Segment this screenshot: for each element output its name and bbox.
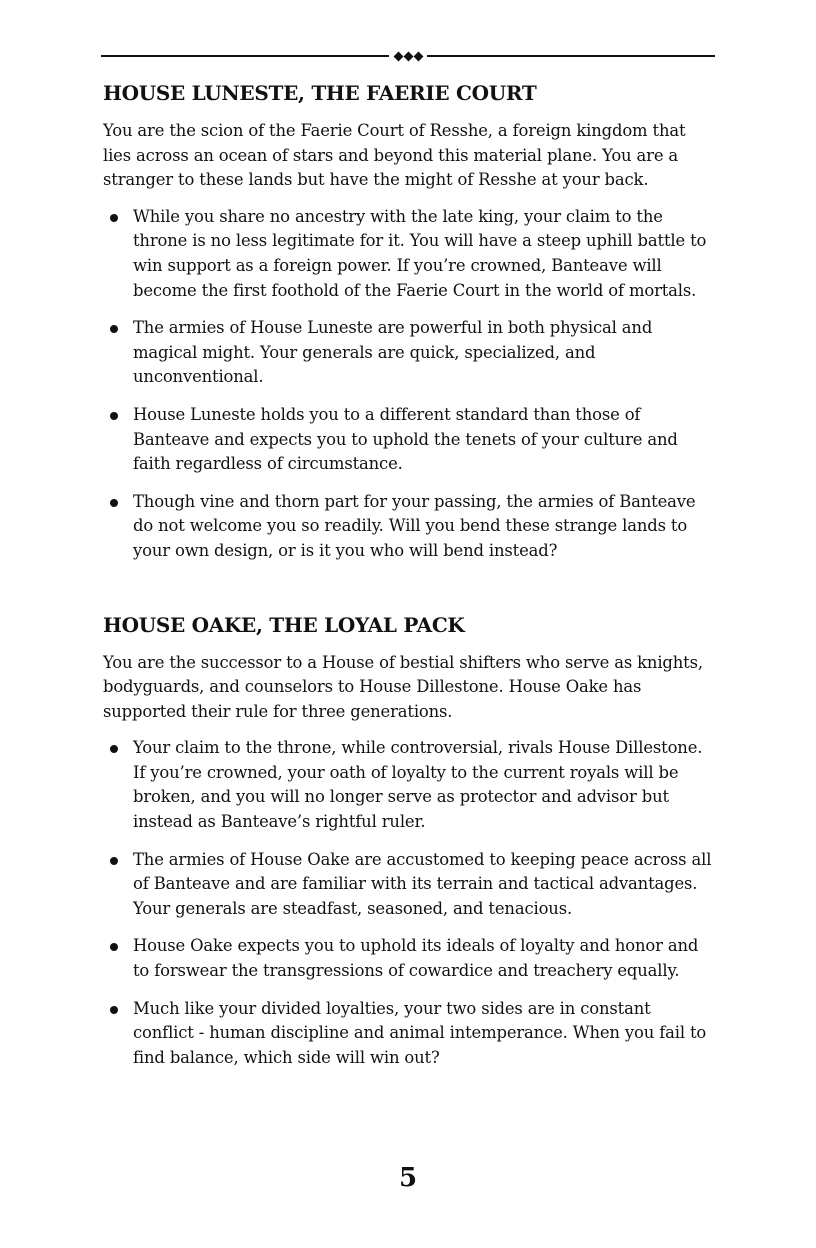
bullet-icon <box>110 412 118 420</box>
bullet-item <box>103 997 715 1071</box>
three-diamonds-icon <box>389 48 427 64</box>
bullet-icon <box>110 857 118 865</box>
bullet-item <box>103 848 715 922</box>
section-house-luneste <box>103 78 715 564</box>
diamond-icon <box>403 51 413 61</box>
bullet-item <box>103 403 715 477</box>
diamond-icon <box>393 51 403 61</box>
bullet-icon <box>110 943 118 951</box>
bullet-text: While you share no ancestry with the late king, your claim to the throne is no less legitimate for it. You will have a steep uphill battle to win support as a foreign power. If you’re crowned, Banteave will become the first foothold of the Faerie Court in the world of mortals. <box>133 206 707 300</box>
bullet-text: The armies of House Luneste are powerful in both physical and magical might. Your generals are quick, specialized, and unconventional. <box>133 318 653 387</box>
divider-rule-right <box>427 55 715 57</box>
bullet-icon <box>110 499 118 507</box>
bullet-icon <box>110 745 118 753</box>
bullet-icon <box>110 325 118 333</box>
divider-rule-left <box>101 55 389 57</box>
bullet-text: Though vine and thorn part for your passing, the armies of Banteave do not welcome you so readily. Will you bend these strange lands to your own design, or is it you who will bend instead? <box>133 491 696 560</box>
main-content <box>103 78 715 1083</box>
bullet-text: House Oake expects you to uphold its ideals of loyalty and honor and to forswear the transgressions of cowardice and treachery equally. <box>133 936 699 981</box>
bullet-text: The armies of House Oake are accustomed to keeping peace across all of Banteave and are familiar with its terrain and tactical advantages. Your generals are steadfast, seasoned, and tenacious. <box>133 849 712 918</box>
bullet-list <box>103 736 715 1070</box>
bullet-item <box>103 490 715 564</box>
bullet-item <box>103 316 715 390</box>
bullet-item <box>103 934 715 983</box>
section-intro: You are the scion of the Faerie Court of Resshe, a foreign kingdom that lies across an ocean of stars and beyond this material plane. You are a stranger to these lands but have the might of Resshe at your back. <box>103 121 686 190</box>
bullet-text: House Luneste holds you to a different standard than those of Banteave and expects you to uphold the tenets of your culture and faith regardless of circumstance. <box>133 404 678 474</box>
bullet-icon <box>110 214 118 222</box>
ornamental-divider <box>101 48 715 64</box>
bullet-list <box>103 205 715 564</box>
bullet-item <box>103 736 715 834</box>
bullet-text: Your claim to the throne, while controversial, rivals House Dillestone. If you’re crowned, your oath of loyalty to the current royals will be broken, and you will no longer serve as protector and advisor but instead as Banteave’s rightful ruler. <box>133 738 703 832</box>
bullet-item <box>103 205 715 303</box>
bullet-text: Much like your divided loyalties, your two sides are in constant conflict - human discipline and animal intemperance. When you fail to find balance, which side will win out? <box>133 998 707 1067</box>
section-heading: HOUSE OAKE, THE LOYAL PACK <box>103 612 465 637</box>
section-house-oake <box>103 610 715 1071</box>
section-intro: You are the successor to a House of bestial shifters who serve as knights, bodyguards, and counselors to House Dillestone. House Oake has supported their rule for three generations. <box>103 652 703 721</box>
page-number: 5 <box>398 1163 418 1193</box>
diamond-icon <box>413 51 423 61</box>
section-heading: HOUSE LUNESTE, THE FAERIE COURT <box>103 81 537 105</box>
bullet-icon <box>110 1006 118 1014</box>
